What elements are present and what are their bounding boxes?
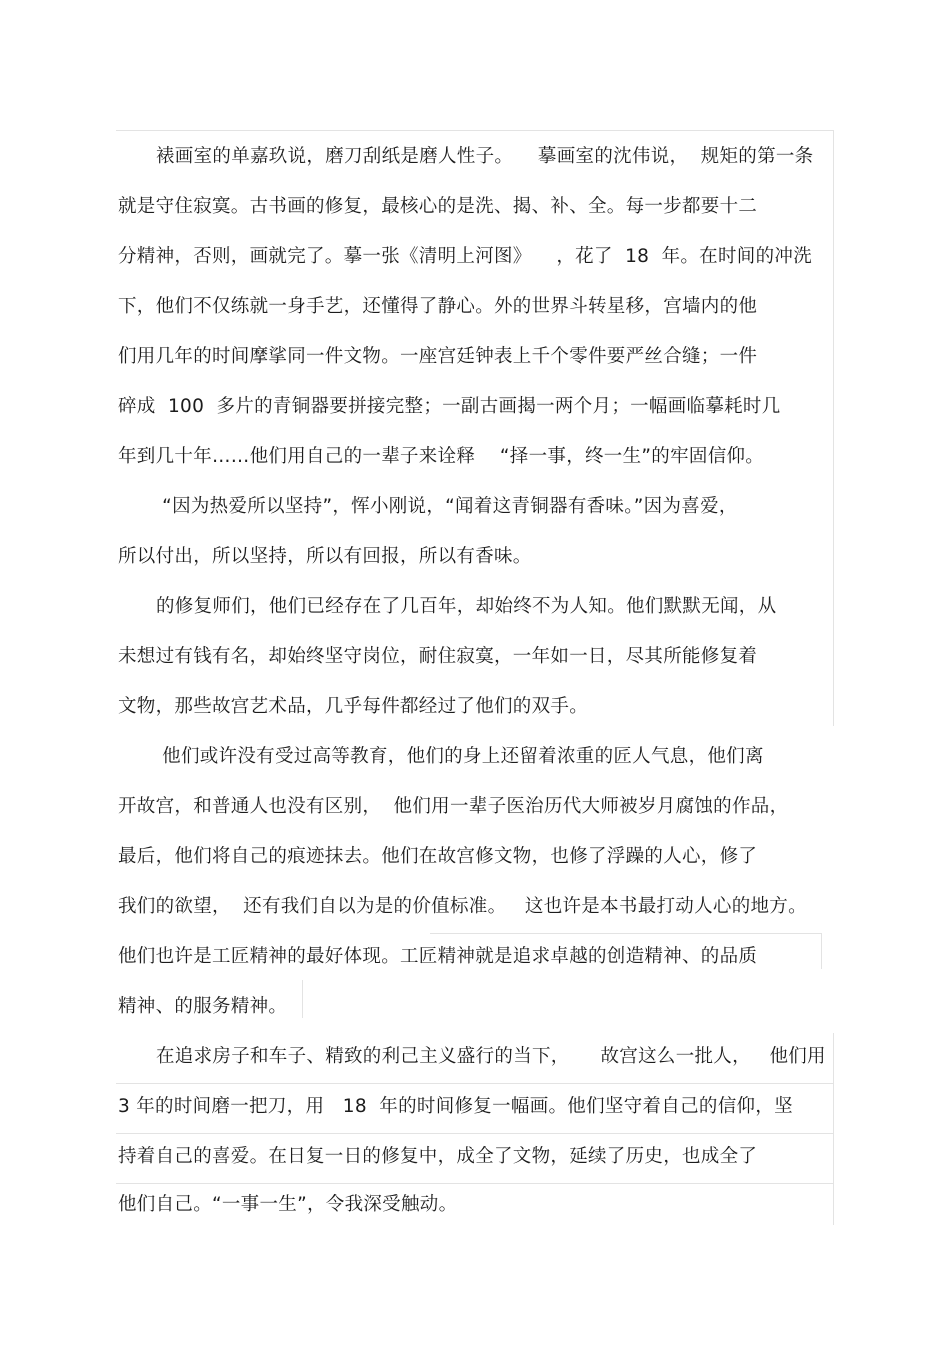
text-line: 精神、的服务精神。 <box>118 996 288 1017</box>
text-line: 他们或许没有受过高等教育，他们的身上还留着浓重的匠人气息，他们离 <box>156 746 764 767</box>
text-line: 3 年的时间磨一把刀，用 18 年的时间修复一幅画。他们坚守着自己的信仰，坚 <box>118 1096 793 1117</box>
lower-rule-1 <box>116 1083 834 1084</box>
top-rule <box>116 130 834 131</box>
text-line: 碎成 100 多片的青铜器要拼接完整；一副古画揭一两个月；一幅画临摹耗时几 <box>118 396 781 417</box>
text-line: 文物，那些故宫艺术品，几乎每件都经过了他们的双手。 <box>118 696 589 717</box>
text-line: 他们自己。“一事一生”，令我深受触动。 <box>118 1194 458 1215</box>
text-line: 开故宫，和普通人也没有区别， 他们用一辈子医治历代大师被岁月腐蚀的作品， <box>118 796 789 817</box>
text-line: 我们的欲望， 还有我们自以为是的价值标准。 这也许是本书最打动人心的地方。 <box>118 896 807 917</box>
lower-rule-2 <box>116 1133 834 1134</box>
text-line: 持着自己的喜爱。在日复一日的修复中，成全了文物，延续了历史，也成全了 <box>118 1146 758 1167</box>
text-line: 在追求房子和车子、精致的利己主义盛行的当下， 故宫这么一批人， 他们用 <box>156 1046 826 1067</box>
lower-right-rule <box>833 1033 834 1225</box>
text-line: 年到几十年……他们用自己的一辈子来诠释 “择一事，终一生”的牢固信仰。 <box>118 446 765 467</box>
lower-rule-3 <box>116 1183 834 1184</box>
short-vertical-rule <box>302 980 303 1018</box>
mid-rule-right <box>821 933 822 969</box>
text-line: 的修复师们，他们已经存在了几百年，却始终不为人知。他们默默无闻，从 <box>156 596 777 617</box>
text-line: 们用几年的时间摩挲同一件文物。一座宫廷钟表上千个零件要严丝合缝；一件 <box>118 346 758 367</box>
right-rule <box>833 130 834 726</box>
text-line: 最后，他们将自己的痕迹抹去。他们在故宫修文物，也修了浮躁的人心，修了 <box>118 846 758 867</box>
text-line: 他们也许是工匠精神的最好体现。工匠精神就是追求卓越的创造精神、的品质 <box>118 946 758 967</box>
text-line: 未想过有钱有名，却始终坚守岗位，耐住寂寞，一年如一日，尽其所能修复着 <box>118 646 758 667</box>
text-line: 就是守住寂寞。古书画的修复，最核心的是洗、揭、补、全。每一步都要十二 <box>118 196 758 217</box>
text-line: 下，他们不仅练就一身手艺，还懂得了静心。外的世界斗转星移，宫墙内的他 <box>118 296 758 317</box>
text-line: “因为热爱所以坚持”，恽小刚说，“闻着这青铜器有香味。”因为喜爱， <box>156 496 738 517</box>
text-line: 所以付出，所以坚持，所以有回报，所以有香味。 <box>118 546 532 567</box>
mid-rule-top <box>430 933 822 934</box>
text-line: 裱画室的单嘉玖说，磨刀刮纸是磨人性子。 摹画室的沈伟说， 规矩的第一条 <box>156 146 814 167</box>
text-line: 分精神，否则，画就完了。摹一张《清明上河图》 ，花了 18 年。在时间的冲洗 <box>118 246 812 267</box>
